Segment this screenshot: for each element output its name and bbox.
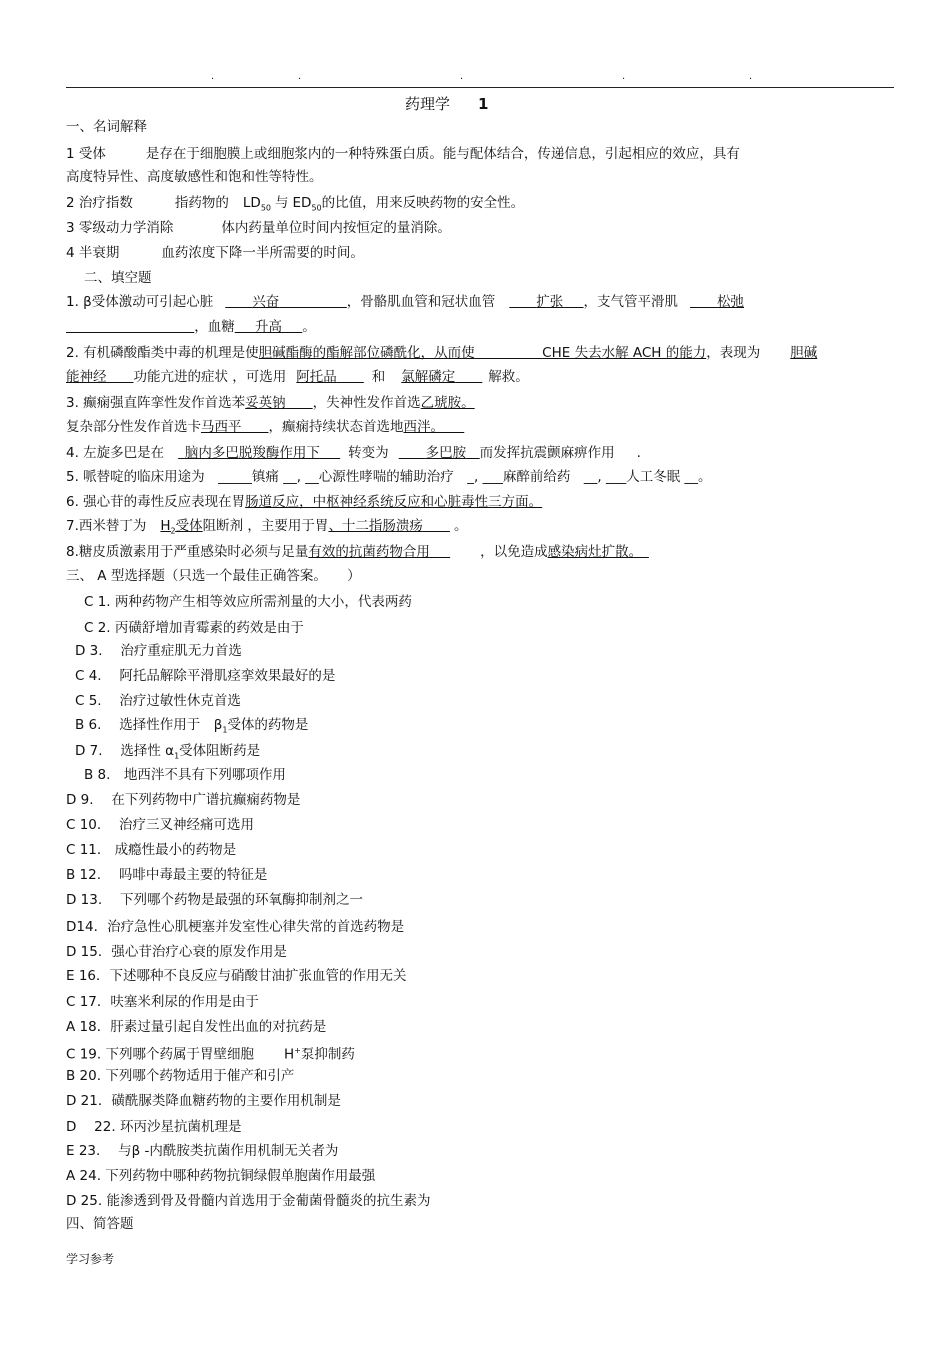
mcq-item: B 12. 吗啡中毒最主要的特征是	[66, 867, 268, 883]
mcq-item: D 3. 治疗重症肌无力首选	[75, 643, 242, 659]
mcq-item: C 1. 两种药物产生相等效应所需剂量的大小，代表两药	[84, 594, 412, 610]
page-title	[405, 93, 488, 114]
section-heading-1: 一、名词解释	[66, 119, 147, 135]
footer-text: 学习参考	[66, 1252, 115, 1266]
header-dot: .	[298, 71, 302, 82]
answer: 扩张	[536, 294, 564, 310]
mcq-item: B 20. 下列哪个药物适用于催产和引产	[66, 1068, 295, 1084]
answer: 氯解磷定	[401, 369, 456, 385]
mcq-item: B 6. 选择性作用于 $\beta_1$受体的药物是	[75, 717, 309, 735]
mcq-item: C 11. 成瘾性最小的药物是	[66, 842, 237, 858]
mcq-item: A 18．肝素过量引起自发性出血的对抗药是	[66, 1019, 327, 1035]
definition-3: 3 零级动力学消除 体内药量单位时间内按恒定的量消除。	[66, 220, 451, 236]
mcq-item: D14．治疗急性心肌梗塞并发室性心律失常的首选药物是	[66, 919, 405, 935]
fill-item-1: 1. β受体激动可引起心脏 兴奋 ，骨骼肌血管和冠状血管 扩张 ，支气管平滑肌 松弛	[66, 294, 745, 310]
mcq-item: D 22. 环丙沙星抗菌机理是	[66, 1119, 242, 1135]
title-text: 药理学	[405, 95, 451, 113]
title-number: 1	[478, 95, 489, 113]
fill-item-7: 7.西米替丁为 $H_2$受体阻断剂 ，主要用于胃、十二指肠溃疡 。	[66, 518, 468, 536]
definition-1	[66, 145, 740, 163]
answer: 松弛	[717, 294, 745, 310]
answer: 多巴胺	[425, 445, 467, 461]
answer: 肠道反应，中枢神经系统反应和心脏毒性三方面。	[245, 494, 543, 510]
mcq-item: D 21．磺酰脲类降血糖药物的主要作用机制是	[66, 1093, 341, 1109]
mcq-item: A 24. 下列药物中哪种药物抗铜绿假单胞菌作用最强	[66, 1168, 376, 1184]
definition-2: 2 治疗指数 指药物的 $LD_{50}$ 与 $ED_{50}$的比值，用来反映药物的安全性。	[66, 195, 525, 213]
answer: 脑内多巴脱羧酶作用下	[184, 445, 320, 461]
answer: 妥英钠	[245, 395, 286, 411]
answer: 乙琥胺。	[420, 395, 475, 411]
term: 1 受体	[66, 146, 106, 162]
answer: 感染病灶扩散。	[547, 544, 643, 560]
fill-item-4: 4. 左旋多巴是在 脑内多巴脱羧酶作用下 转变为 多巴胺 而发挥抗震颤麻痹作用 .	[66, 445, 641, 461]
answer: 马西平	[201, 419, 242, 435]
mcq-item: E 16．下述哪种不良反应与硝酸甘油扩张血管的作用无关	[66, 968, 407, 984]
mcq-item: C 19. 下列哪个药属于胃壁细胞 H+泵抑制药	[66, 1046, 355, 1063]
answer: 兴奋	[252, 294, 280, 310]
mcq-item: D 13. 下列哪个药物是最强的环氧酶抑制剂之一	[66, 892, 363, 908]
section-heading-3: 三、 A 型选择题（只选一个最佳正确答案。 ）	[66, 568, 361, 584]
header-dot: .	[211, 71, 215, 82]
answer: 胆碱	[790, 345, 818, 361]
answer: CHE 失去水解 ACH 的能力	[542, 345, 707, 361]
answer: 、十二指肠溃疡	[328, 518, 423, 534]
answer: 胆碱酯酶的酯解部位磷酰化，从而使	[258, 345, 475, 361]
mcq-item: D 15．强心苷治疗心衰的原发作用是	[66, 944, 287, 960]
header-dots	[66, 72, 894, 84]
fill-item-3: 3. 癫痫强直阵挛性发作首选苯妥英钠 ，失神性发作首选乙琥胺。	[66, 395, 475, 411]
section-heading-2: 二、填空题	[84, 270, 152, 286]
mcq-item: D 25. 能渗透到骨及骨髓内首选用于金葡菌骨髓炎的抗生素为	[66, 1193, 431, 1209]
fill-item-3-cont: 复杂部分性发作首选卡马西平 ，癫痫持续状态首选地西泮。	[66, 418, 464, 436]
mcq-item: B 8. 地西泮不具有下列哪项作用	[84, 767, 286, 783]
mcq-item: D 9. 在下列药物中广谱抗癫痫药物是	[66, 792, 301, 808]
answer: $H_2$受体	[160, 518, 203, 536]
header-dot: .	[749, 71, 753, 82]
fill-item-5: 5. 哌替啶的临床用途为 _____镇痛 __, __心源性哮喘的辅助治疗 _, ___麻醉前给药 __, ___人工冬眠 __。	[66, 469, 712, 485]
mcq-item: D 7. 选择性 $\alpha_1$受体阻断药是	[75, 743, 261, 761]
section-heading-4: 四、简答题	[66, 1216, 134, 1232]
definition-1-cont: 高度特异性、高度敏感性和饱和性等特性。	[66, 169, 323, 185]
answer: 西泮。	[403, 419, 444, 435]
header-rule	[66, 87, 894, 88]
mcq-item: E 23. 与β -内酰胺类抗菌作用机制无关者为	[66, 1143, 339, 1159]
answer: 有效的抗菌药物合用	[308, 544, 430, 560]
answer: 阿托品	[296, 369, 337, 385]
fill-item-8: 8.糖皮质激素用于严重感染时必须与足量有效的抗菌药物合用 ，以免造成感染病灶扩散。	[66, 543, 649, 561]
fill-item-6: 6. 强心苷的毒性反应表现在胃肠道反应，中枢神经系统反应和心脏毒性三方面。	[66, 494, 543, 510]
definition-text: 是存在于细胞膜上或细胞浆内的一种特殊蛋白质。能与配体结合，传递信息，引起相应的效应，具有	[145, 146, 740, 162]
header-dot: .	[460, 71, 464, 82]
definition-4: 4 半衰期 血药浓度下降一半所需要的时间。	[66, 245, 364, 261]
mcq-item: C 2. 丙磺舒增加青霉素的药效是由于	[84, 620, 304, 636]
mcq-item: C 17．呋塞米利尿的作用是由于	[66, 994, 259, 1010]
mcq-item: C 10. 治疗三叉神经痛可选用	[66, 817, 254, 833]
mcq-item: C 5. 治疗过敏性休克首选	[75, 693, 241, 709]
answer: 升高	[255, 319, 282, 335]
header-dot: .	[622, 71, 626, 82]
term: 4 半衰期	[66, 245, 120, 261]
fill-item-2-cont: 能神经 功能亢进的症状 ，可选用 阿托品 和 氯解磷定 解救。	[66, 369, 529, 385]
term: 3 零级动力学消除	[66, 220, 174, 236]
fill-item-2: 2. 有机磷酸酯类中毒的机理是使胆碱酯酶的酯解部位磷酰化，从而使 CHE 失去水解 ACH 的能力，表现为 胆碱	[66, 345, 818, 361]
fill-item-1-cont: ，血糖 升高 。	[194, 319, 316, 335]
mcq-item: C 4. 阿托品解除平滑肌痉挛效果最好的是	[75, 668, 336, 684]
term: 2 治疗指数	[66, 195, 133, 211]
answer: 能神经	[66, 369, 107, 385]
